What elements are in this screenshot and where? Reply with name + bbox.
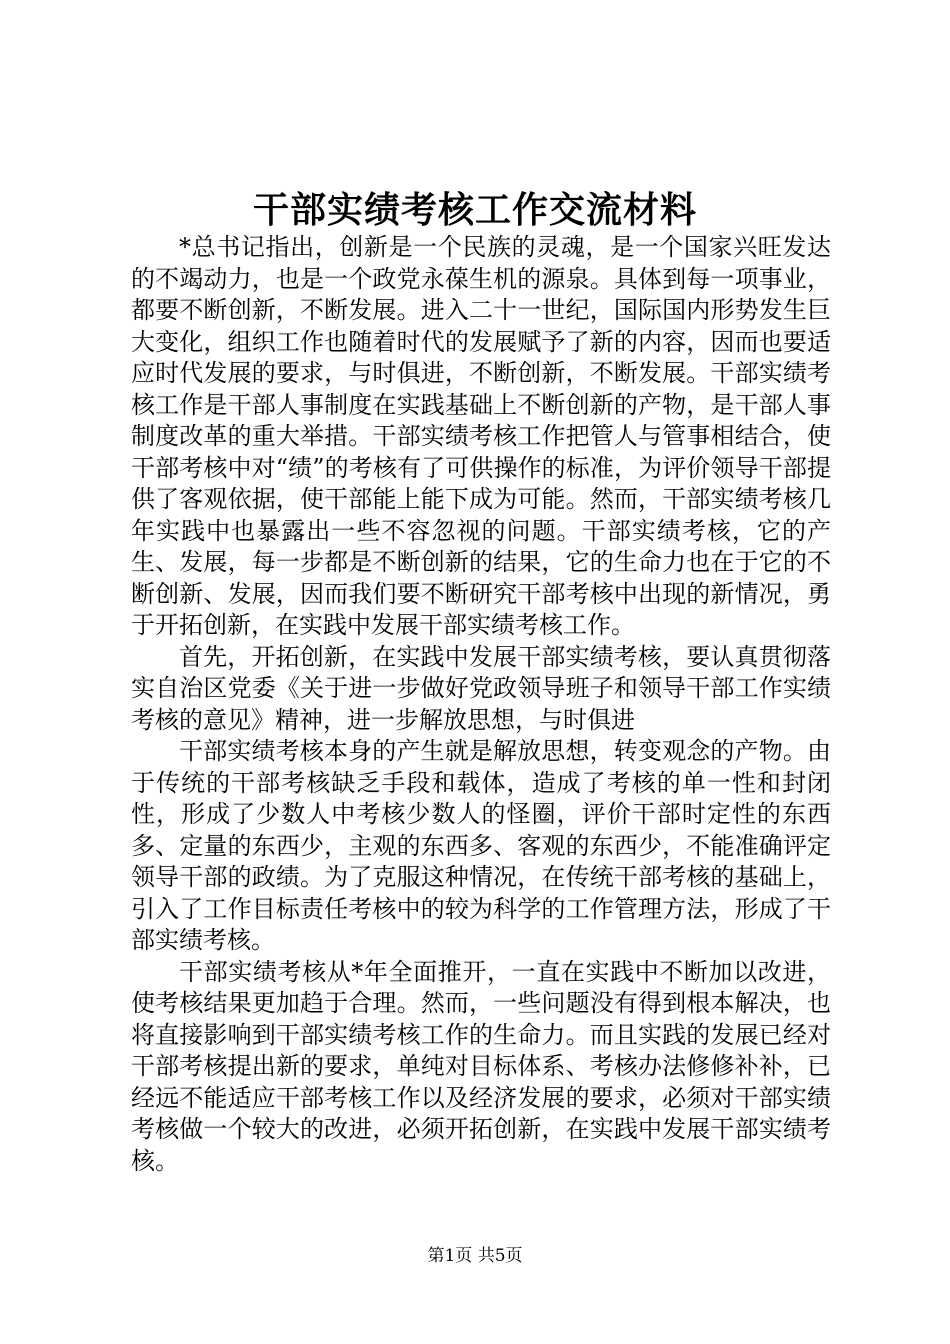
page-number-footer: 第1页 共5页 [427, 1246, 523, 1266]
document-title: 干部实绩考核工作交流材料 [252, 189, 697, 231]
paragraph-4: 干部实绩考核从*年全面推开，一直在实践中不断加以改进，使考核结果更加趋于合理。然而，一些问题没有得到根本解决，也将直接影响到干部实绩考核工作的生命力。而且实践的发展已经对干部考核提出新的要求，单纯对目标体系、考核办法修修补补，已经远不能适应干部考核工作以及经济发展的要求，必须对干部实绩考核做一个较大的改进，必须开拓创新，在实践中发展干部实绩考核。 [131, 957, 831, 1175]
paragraph-1: *总书记指出，创新是一个民族的灵魂，是一个国家兴旺发达的不竭动力，也是一个政党永葆生机的源泉。具体到每一项事业，都要不断创新，不断发展。进入二十一世纪，国际国内形势发生巨大变化，组织工作也随着时代的发展赋予了新的内容，因而也要适应时代发展的要求，与时俱进，不断创新，不断发展。干部实绩考核工作是干部人事制度在实践基础上不断创新的产物，是干部人事制度改革的重大举措。干部实绩考核工作把管人与管事相结合，使干部考核中对“绩”的考核有了可供操作的标准，为评价领导干部提供了客观依据，使干部能上能下成为可能。然而，干部实绩考核几年实践中也暴露出一些不容忽视的问题。干部实绩考核，它的产生、发展，每一步都是不断创新的结果，它的生命力也在于它的不断创新、发展，因而我们要不断研究干部考核中出现的新情况，勇于开拓创新，在实践中发展干部实绩考核工作。 [131, 233, 831, 639]
paragraph-2: 首先，开拓创新，在实践中发展干部实绩考核，要认真贯彻落实自治区党委《关于进一步做好党政领导班子和领导干部工作实绩考核的意见》精神，进一步解放思想，与时俱进 [131, 642, 831, 734]
document-body [131, 232, 831, 1177]
paragraph-3: 干部实绩考核本身的产生就是解放思想，转变观念的产物。由于传统的干部考核缺乏手段和载体，造成了考核的单一性和封闭性，形成了少数人中考核少数人的怪圈，评价干部时定性的东西多、定量的东西少，主观的东西多、客观的东西少，不能准确评定领导干部的政绩。为了克服这种情况，在传统干部考核的基础上，引入了工作目标责任考核中的较为科学的工作管理方法，形成了干部实绩考核。 [131, 737, 831, 954]
